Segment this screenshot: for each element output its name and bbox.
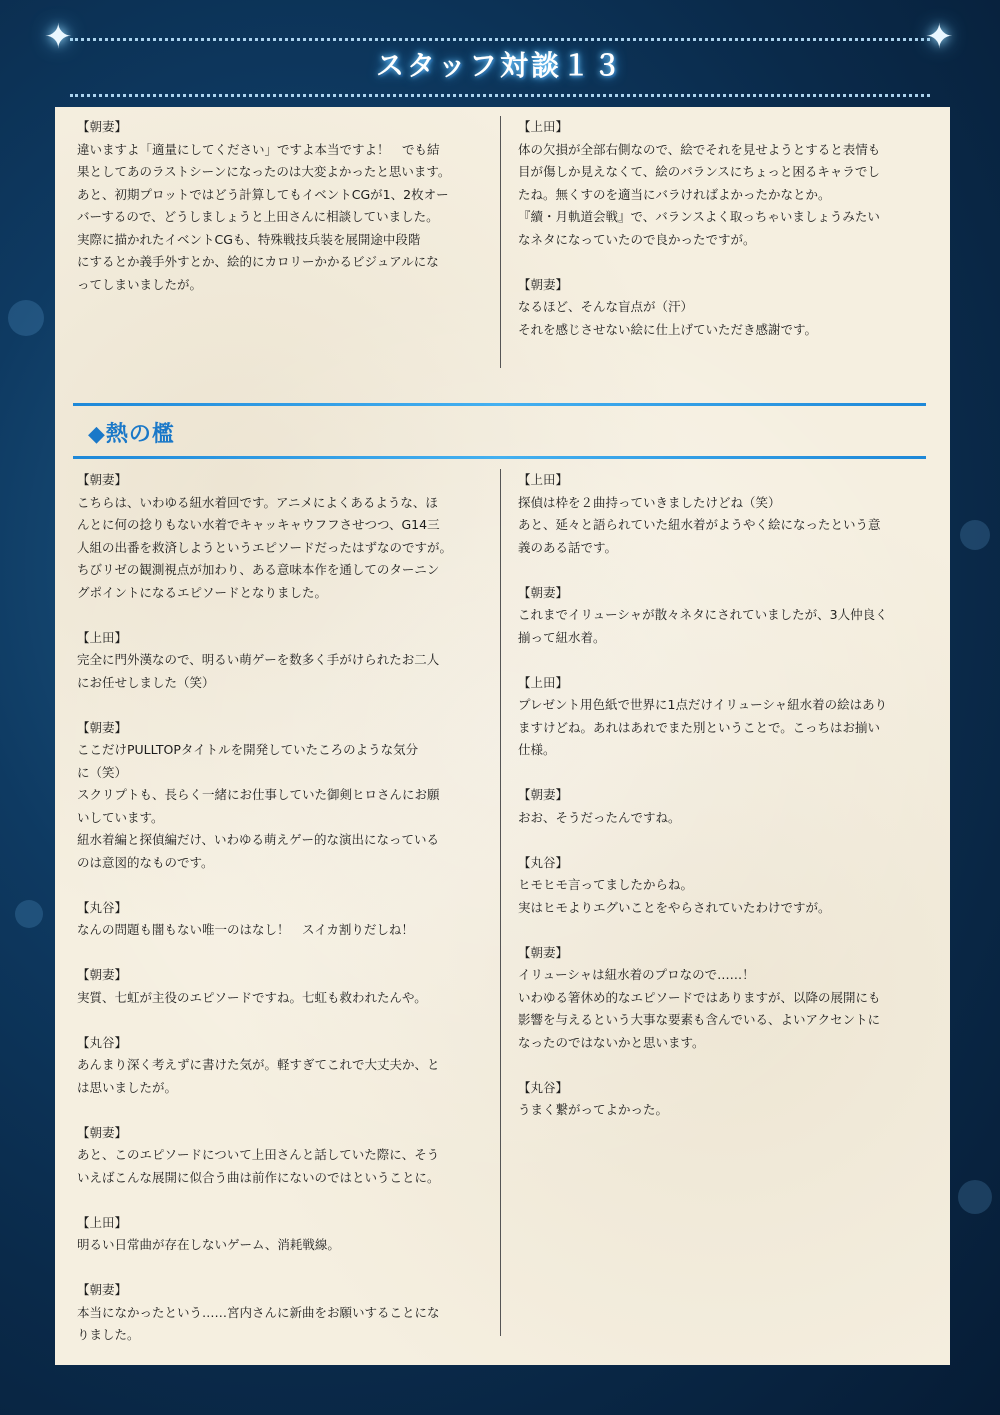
dialogue-line: 実質、七虹が主役のエピソードですね。七虹も救われたんや。 (77, 989, 427, 1005)
paragraph-gap (77, 694, 492, 717)
speaker-label: 【朝妻】 (518, 584, 569, 600)
dialogue-line: いわゆる箸休め的なエピソードではありますが、以降の展開にも (518, 989, 881, 1005)
dialogue-line: それを感じさせない絵に仕上げていただき感謝です。 (518, 321, 818, 337)
dialogue-line: なネタになっていたので良かったですが。 (518, 231, 756, 247)
top-right-column (518, 116, 928, 341)
column-divider (500, 469, 501, 1336)
bottom-right-column (518, 469, 928, 1122)
dialogue-line: あんまり深く考えずに書けた気が。軽すぎてこれで大丈夫か、と (77, 1057, 440, 1072)
background-speck (958, 1180, 992, 1214)
speaker-label: 【上田】 (518, 674, 569, 690)
dialogue-line: 実際に描かれたイベントCGも、特殊戦技兵装を展開途中段階 (77, 231, 421, 247)
speaker-label: 【朝妻】 (518, 276, 569, 292)
background-speck (15, 900, 43, 928)
sparkle-icon: ✦ (44, 17, 73, 57)
dialogue-line: なるほど、そんな盲点が（汗） (518, 299, 694, 314)
dialogue-line: イリューシャは紐水着のプロなので……！ (518, 967, 755, 982)
dialogue-line: にお任せしました（笑） (77, 674, 215, 690)
dialogue-line: ってしまいましたが。 (77, 276, 203, 292)
dialogue-line: こちらは、いわゆる紐水着回です。アニメによくあるような、ほ (77, 494, 438, 510)
dialogue-line: 『續・月軌道会戦』で、バランスよく取っちゃいましょうみたい (518, 209, 880, 224)
paragraph-gap (518, 829, 928, 852)
top-left-column (77, 116, 492, 296)
section-title: ◆熱の檻 (88, 421, 175, 447)
speaker-label: 【丸谷】 (77, 899, 128, 915)
dialogue-line: 本当になかったという……宮内さんに新曲をお願いすることにな (77, 1304, 440, 1320)
dialogue-line: 揃って紐水着。 (518, 629, 606, 645)
speaker-label: 【丸谷】 (518, 854, 569, 870)
paragraph-gap (518, 559, 928, 582)
paragraph-gap (77, 874, 492, 897)
dialogue-line: 目が傷しか見えなくて、絵のバランスにちょっと困るキャラでし (518, 164, 880, 179)
title-dotted-rule-bottom (70, 94, 930, 97)
paragraph-gap (77, 1189, 492, 1212)
paragraph-gap (518, 1054, 928, 1077)
speaker-label: 【朝妻】 (518, 787, 569, 802)
dialogue-line: 実はヒモよりエグいことをやらされていたわけですが。 (518, 899, 831, 915)
speaker-label: 【朝妻】 (77, 119, 128, 134)
dialogue-line: 紐水着編と探偵編だけ、いわゆる萌えゲー的な演出になっている (77, 832, 440, 847)
speaker-label: 【朝妻】 (77, 719, 128, 735)
paragraph-gap (77, 1257, 492, 1280)
dialogue-line: あと、初期プロットではどう計算してもイベントCGが1、2枚オー (77, 186, 449, 202)
dialogue-line: 完全に門外漢なので、明るい萌ゲーを数多く手がけられたお二人 (77, 652, 440, 667)
dialogue-line: 違いますよ「適量にしてください」ですよ本当ですよ！ でも結 (77, 141, 440, 157)
dialogue-line: なったのではないかと思います。 (518, 1034, 705, 1050)
paragraph-gap (77, 1009, 492, 1032)
dialogue-line: んとに何の捻りもない水着でキャッキャウフフさせつつ、G14三 (77, 517, 440, 532)
paragraph-gap (77, 942, 492, 965)
dialogue-line: りました。 (77, 1327, 140, 1342)
title-bar (0, 0, 1000, 104)
dialogue-line: にするとか義手外すとか、絵的にカロリーかかるビジュアルにな (77, 254, 439, 269)
dialogue-line: は思いましたが。 (77, 1079, 178, 1095)
column-divider (500, 116, 501, 368)
speaker-label: 【朝妻】 (77, 472, 128, 487)
dialogue-line: 探偵は枠を２曲持っていきましたけどね（笑） (518, 494, 781, 510)
dialogue-line: 人組の出番を救済しようというエピソードだったはずなのですが。 (77, 539, 453, 555)
paragraph-gap (77, 604, 492, 627)
section-rule-top (73, 403, 926, 406)
dialogue-line: スクリプトも、長らく一緒にお仕事していた御剣ヒロさんにお願 (77, 787, 440, 802)
dialogue-line: 明るい日常曲が存在しないゲーム、消耗戦線。 (77, 1237, 340, 1252)
page-title: スタッフ対談１３ (375, 49, 624, 82)
speaker-label: 【丸谷】 (77, 1034, 128, 1050)
speaker-label: 【朝妻】 (77, 967, 128, 982)
speaker-label: 【朝妻】 (77, 1124, 128, 1140)
dialogue-line: いえばこんな展開に似合う曲は前作にないのではということに。 (77, 1169, 440, 1185)
paragraph-gap (518, 251, 928, 274)
dialogue-line: うまく繋がってよかった。 (518, 1102, 669, 1117)
background-speck (8, 300, 44, 336)
speaker-label: 【上田】 (518, 119, 569, 134)
dialogue-line: に（笑） (77, 764, 128, 780)
section-rule-bottom (73, 456, 926, 459)
dialogue-line: ここだけPULLTOPタイトルを開発していたころのような気分 (77, 742, 419, 757)
dialogue-line: ちびリゼの観測視点が加わり、ある意味本作を通してのターニン (77, 562, 440, 577)
dialogue-line: 体の欠損が全部右側なので、絵でそれを見せようとすると表情も (518, 141, 881, 157)
speaker-label: 【朝妻】 (77, 1282, 128, 1297)
speaker-label: 【丸谷】 (518, 1079, 569, 1095)
speaker-label: 【朝妻】 (518, 944, 569, 960)
paragraph-gap (518, 649, 928, 672)
speaker-label: 【上田】 (77, 1214, 128, 1230)
paragraph-gap (77, 1099, 492, 1122)
dialogue-line: 影響を与えるという大事な要素も含んでいる、よいアクセントに (518, 1012, 881, 1027)
dialogue-line: グポイントになるエピソードとなりました。 (77, 584, 328, 600)
dialogue-line: ますけどね。あれはあれでまた別ということで。こっちはお揃い (518, 719, 881, 735)
dialogue-line: いしています。 (77, 809, 164, 825)
sparkle-icon: ✦ (925, 17, 954, 57)
dialogue-line: ヒモヒモ言ってましたからね。 (518, 877, 694, 892)
dialogue-line: のは意図的なものです。 (77, 854, 214, 870)
dialogue-line: 義のある話です。 (518, 539, 618, 555)
paragraph-gap (518, 919, 928, 942)
dialogue-line: プレゼント用色紙で世界に1点だけイリューシャ紐水着の絵はあり (518, 697, 888, 712)
dialogue-line: これまでイリューシャが散々ネタにされていましたが、3人仲良く (518, 607, 888, 622)
bottom-left-column (77, 469, 492, 1347)
dialogue-line: おお、そうだったんですね。 (518, 809, 681, 825)
title-dotted-rule-top (70, 38, 930, 41)
paragraph-gap (518, 762, 928, 785)
dialogue-line: たね。無くすのを適当にバラければよかったかなとか。 (518, 186, 831, 202)
speaker-label: 【上田】 (518, 472, 569, 487)
dialogue-line: なんの問題も闇もない唯一のはなし！ スイカ割りだしね！ (77, 922, 414, 937)
dialogue-line: バーするので、どうしましょうと上田さんに相談していました。 (77, 209, 439, 224)
dialogue-line: 果としてあのラストシーンになったのは大変よかったと思います。 (77, 164, 451, 179)
dialogue-line: あと、このエピソードについて上田さんと話していた際に、そう (77, 1147, 440, 1162)
speaker-label: 【上田】 (77, 629, 128, 645)
dialogue-line: 仕様。 (518, 742, 556, 757)
dialogue-line: あと、延々と語られていた紐水着がようやく絵になったという意 (518, 517, 881, 532)
background-speck (960, 520, 990, 550)
